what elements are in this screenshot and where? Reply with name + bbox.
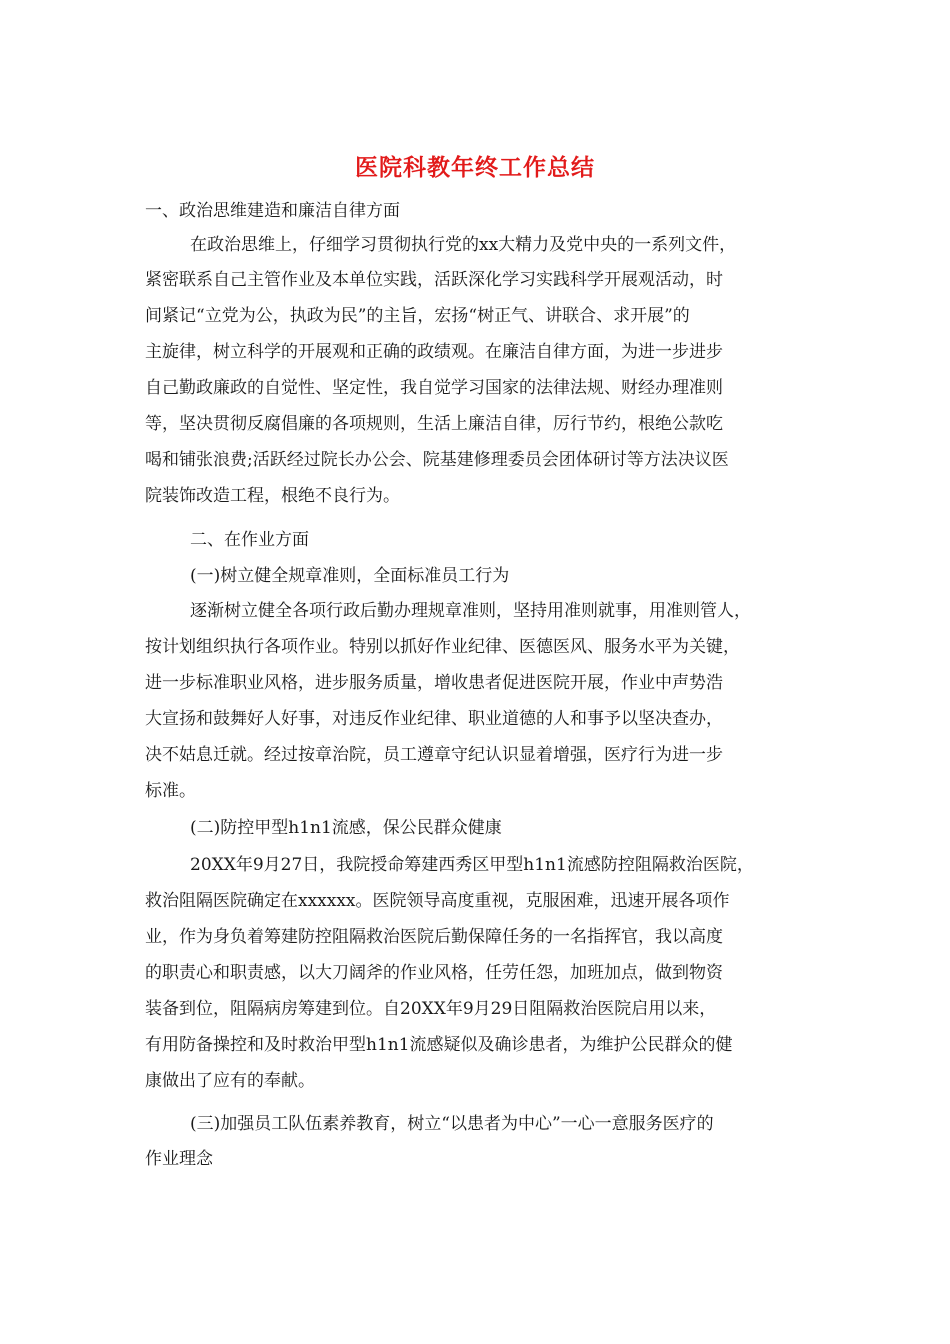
paragraph-line: 紧密联系自己主管作业及本单位实践，活跃深化学习实践科学开展观活动，时: [145, 270, 723, 290]
section-heading-1: 一、政治思维建造和廉洁自律方面: [145, 201, 400, 221]
subsection-heading-1: (一)树立健全规章准则，全面标准员工行为: [190, 566, 510, 586]
paragraph-line: 院装饰改造工程，根绝不良行为。: [145, 486, 400, 506]
subsection-heading-2: (二)防控甲型h1n1流感，保公民群众健康: [190, 818, 502, 838]
paragraph-line: 等，坚决贯彻反腐倡廉的各项规则，生活上廉洁自律，厉行节约，根绝公款吃: [145, 414, 723, 434]
section-heading-2: 二、在作业方面: [190, 530, 309, 550]
paragraph-line: 的职责心和职责感，以大刀阔斧的作业风格，任劳任怨，加班加点，做到物资: [145, 963, 723, 983]
paragraph-line: 有用防备操控和及时救治甲型h1n1流感疑似及确诊患者，为维护公民群众的健: [145, 1035, 733, 1055]
paragraph-line: 间紧记“立党为公，执政为民”的主旨，宏扬“树正气、讲联合、求开展”的: [145, 306, 690, 326]
paragraph-line: 进一步标准职业风格，进步服务质量，增收患者促进医院开展，作业中声势浩: [145, 673, 723, 693]
paragraph-line: 在政治思维上，仔细学习贯彻执行党的xx大精力及党中央的一系列文件，: [190, 235, 737, 255]
subsection-heading-3: (三)加强员工队伍素养教育，树立“以患者为中心”一心一意服务医疗的: [190, 1114, 714, 1134]
paragraph-line: 康做出了应有的奉献。: [145, 1071, 315, 1091]
paragraph-line: 20XX年9月27日，我院授命筹建西秀区甲型h1n1流感防控阻隔救治医院，: [190, 855, 754, 875]
paragraph-line: 作业理念: [145, 1149, 213, 1169]
paragraph-line: 标准。: [145, 781, 196, 801]
document-title: 医院科教年终工作总结: [355, 154, 595, 181]
paragraph-line: 装备到位，阻隔病房筹建到位。自20XX年9月29日阻隔救治医院启用以来，: [145, 999, 717, 1019]
paragraph-line: 业，作为身负着筹建防控阻隔救治医院后勤保障任务的一名指挥官，我以高度: [145, 927, 723, 947]
paragraph-line: 大宣扬和鼓舞好人好事，对违反作业纪律、职业道德的人和事予以坚决查办，: [145, 709, 723, 729]
paragraph-line: 自己勤政廉政的自觉性、坚定性，我自觉学习国家的法律法规、财经办理准则: [145, 378, 723, 398]
paragraph-line: 按计划组织执行各项作业。特别以抓好作业纪律、医德医风、服务水平为关键，: [145, 637, 740, 657]
paragraph-line: 救治阻隔医院确定在xxxxxx。医院领导高度重视，克服困难，迅速开展各项作: [145, 891, 730, 911]
paragraph-line: 决不姑息迁就。经过按章治院，员工遵章守纪认识显着增强，医疗行为进一步: [145, 745, 723, 765]
paragraph-line: 逐渐树立健全各项行政后勤办理规章准则，坚持用准则就事，用准则管人，: [190, 601, 751, 621]
paragraph-line: 喝和铺张浪费;活跃经过院长办公会、院基建修理委员会团体研讨等方法决议医: [145, 450, 729, 470]
paragraph-line: 主旋律，树立科学的开展观和正确的政绩观。在廉洁自律方面，为进一步进步: [145, 342, 723, 362]
